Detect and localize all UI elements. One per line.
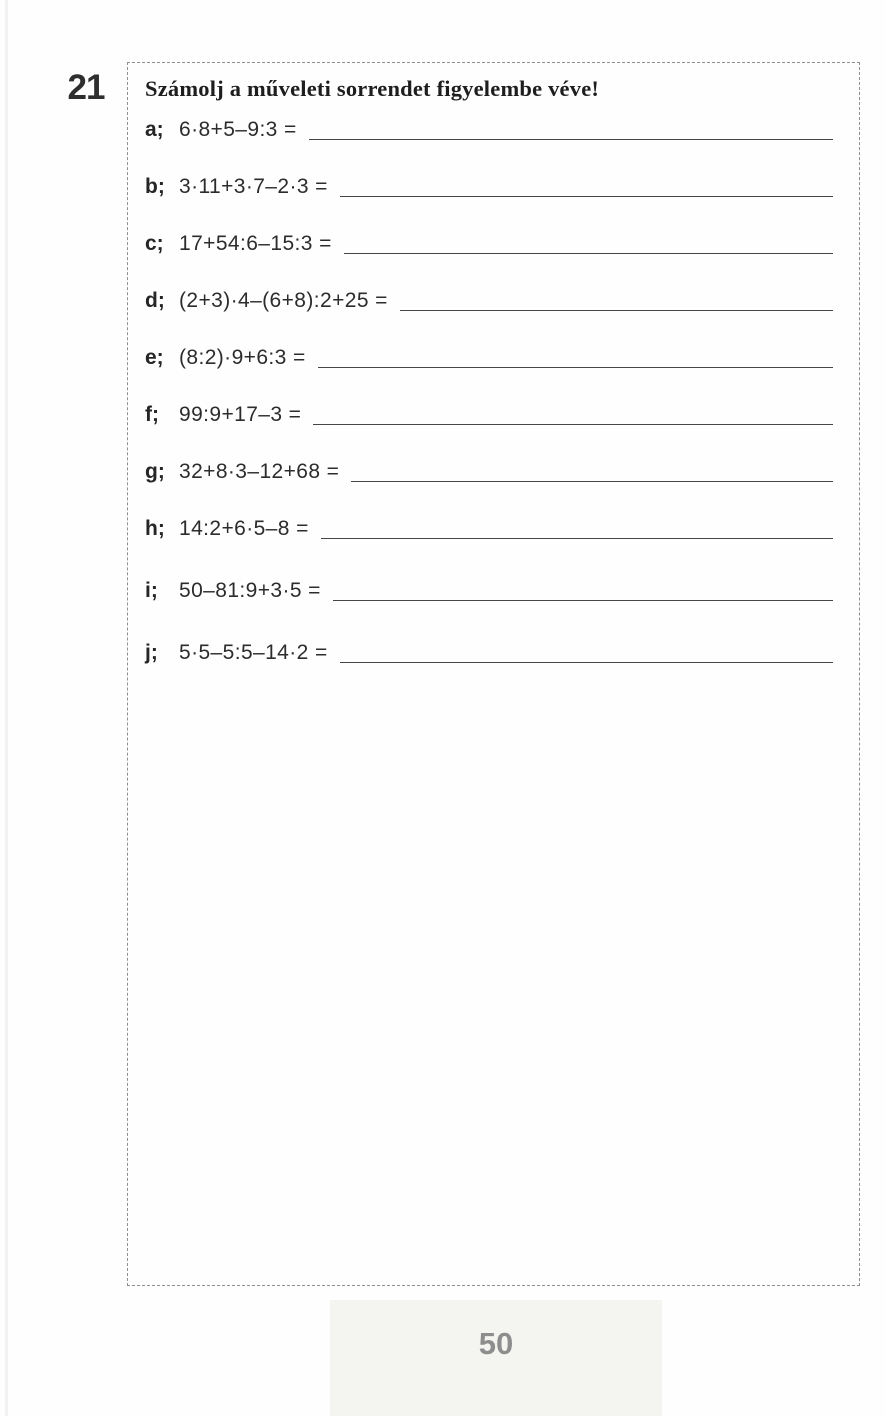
item-expression: 5·5–5:5–14·2 = <box>179 641 328 664</box>
exercise-row-f <box>145 402 833 459</box>
item-expression: 14:2+6·5–8 = <box>179 517 309 540</box>
answer-line <box>333 595 833 601</box>
item-label: a; <box>145 118 164 141</box>
item-expression: 99:9+17–3 = <box>179 403 302 426</box>
item-label: j; <box>145 641 158 664</box>
exercise-row-i <box>145 578 833 635</box>
answer-line <box>344 248 833 254</box>
task-title: Számolj a műveleti sorrendet figyelembe véve! <box>145 76 600 101</box>
answer-line <box>318 362 833 368</box>
exercise-row-c <box>145 231 833 288</box>
task-box <box>127 62 860 1286</box>
item-label: d; <box>145 289 165 312</box>
item-expression: (2+3)·4–(6+8):2+25 = <box>179 289 388 312</box>
answer-line <box>340 657 833 663</box>
item-label: h; <box>145 517 165 540</box>
exercise-rows <box>145 117 833 697</box>
answer-line <box>400 305 833 311</box>
item-expression: 17+54:6–15:3 = <box>179 232 332 255</box>
item-expression: (8:2)·9+6:3 = <box>179 346 306 369</box>
answer-line <box>340 191 833 197</box>
exercise-row-b <box>145 174 833 231</box>
item-expression: 6·8+5–9:3 = <box>179 118 297 141</box>
item-label: g; <box>145 460 165 483</box>
answer-line <box>313 419 833 425</box>
exercise-row-e <box>145 345 833 402</box>
exercise-row-h <box>145 516 833 573</box>
scan-edge-artifact <box>5 0 8 1416</box>
exercise-row-g <box>145 459 833 516</box>
item-expression: 3·11+3·7–2·3 = <box>179 175 328 198</box>
item-expression: 32+8·3–12+68 = <box>179 460 340 483</box>
item-label: c; <box>145 232 164 255</box>
item-label: i; <box>145 579 158 602</box>
exercise-row-a <box>145 117 833 174</box>
exercise-row-d <box>145 288 833 345</box>
page-number: 50 <box>478 1326 514 1361</box>
answer-line <box>351 476 833 482</box>
item-label: e; <box>145 346 164 369</box>
answer-line <box>321 533 833 539</box>
item-label: f; <box>145 403 159 426</box>
exercise-row-j <box>145 640 833 697</box>
item-expression: 50–81:9+3·5 = <box>179 579 321 602</box>
answer-line <box>309 134 833 140</box>
exercise-number: 21 <box>67 68 105 107</box>
item-label: b; <box>145 175 165 198</box>
